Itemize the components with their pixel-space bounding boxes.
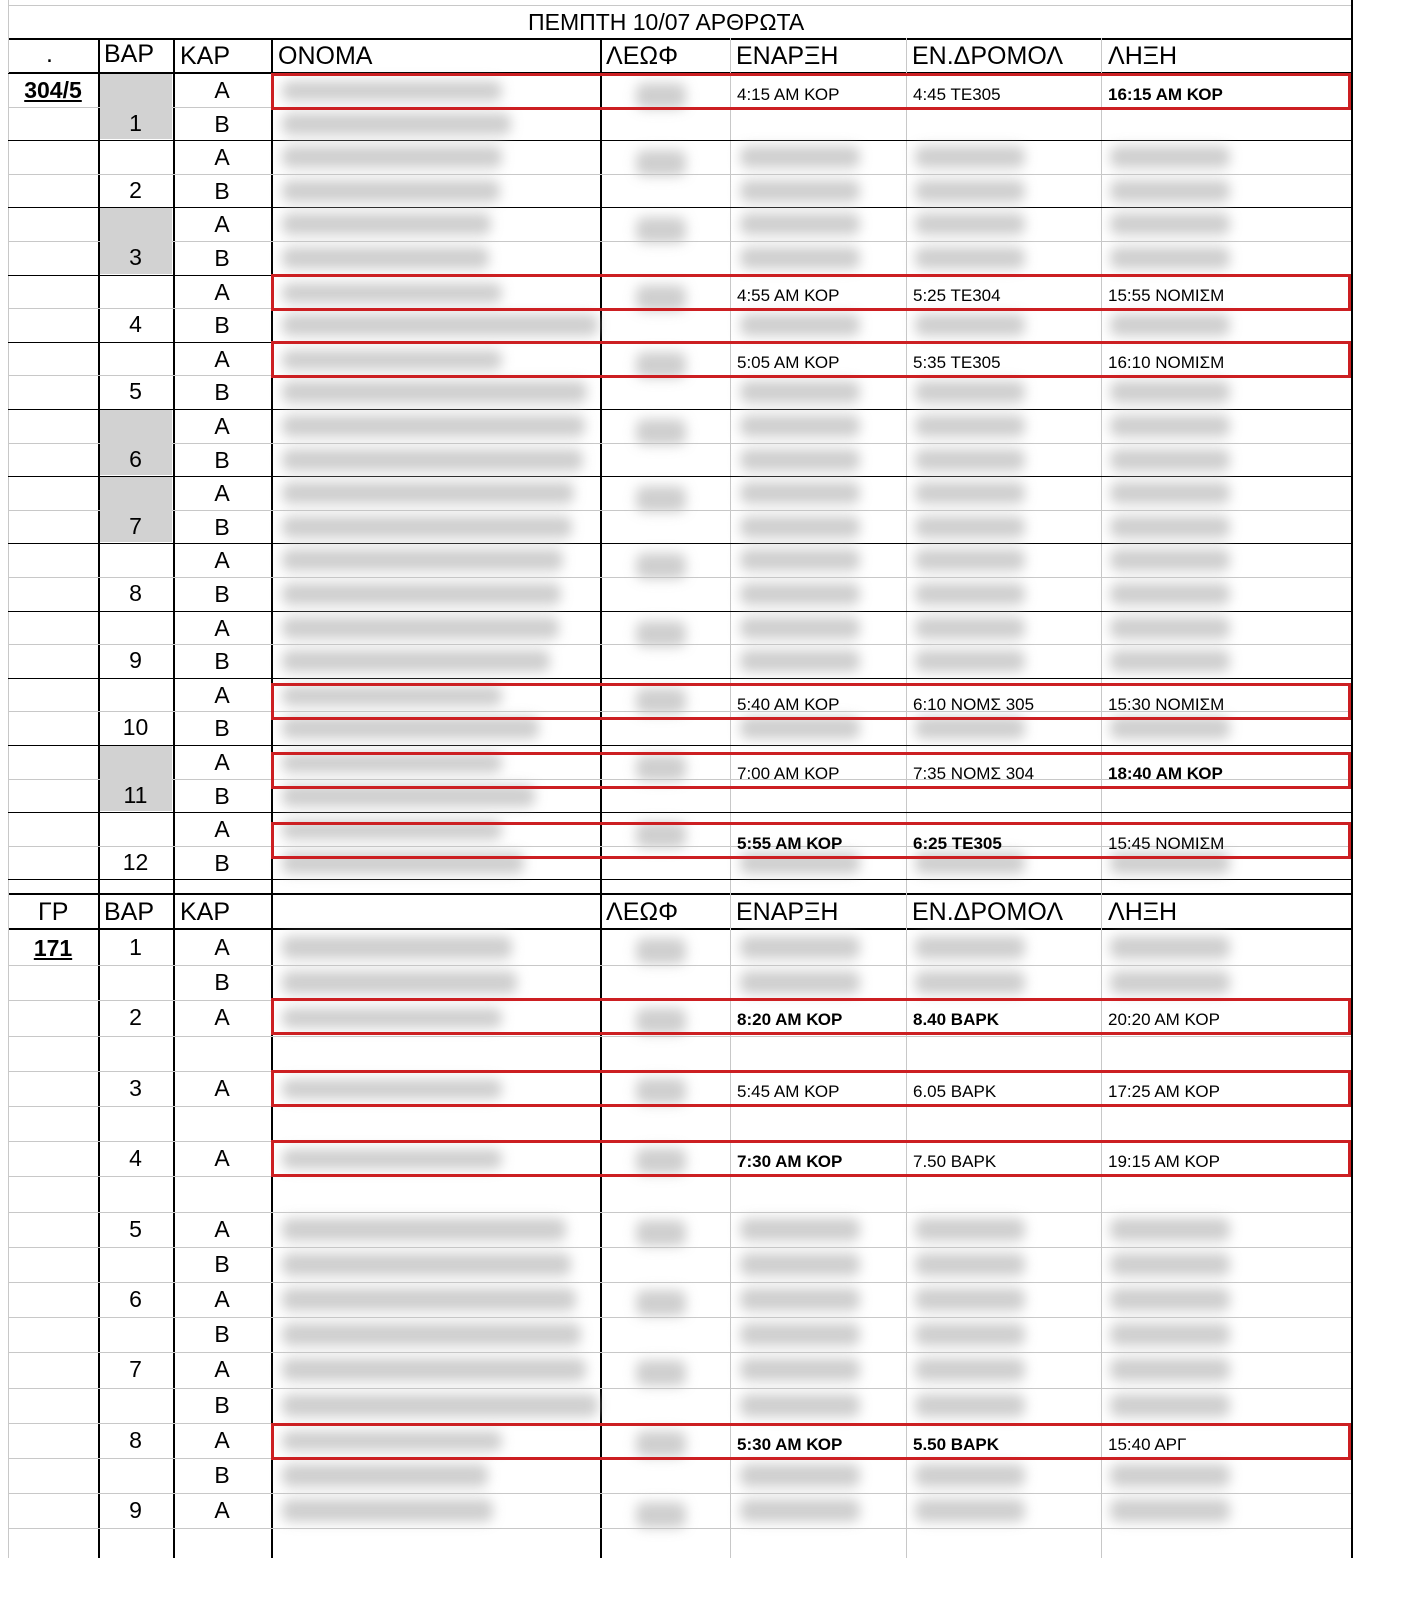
redacted-time bbox=[740, 617, 860, 639]
kar-label: Α bbox=[214, 144, 230, 171]
redacted-name bbox=[282, 549, 563, 571]
redacted-time bbox=[1110, 583, 1230, 605]
shift-number: 9 bbox=[129, 647, 142, 674]
redacted-time bbox=[740, 1499, 860, 1522]
header2-start: ΕΝΑΡΞΗ bbox=[736, 898, 839, 926]
header-group-col: . bbox=[46, 40, 53, 68]
time-cell-route: 4:45 ΤΕ305 bbox=[913, 85, 1001, 104]
time-cell-route: 5:25 ΤΕ304 bbox=[913, 286, 1001, 305]
kar-label: Α bbox=[214, 749, 230, 775]
redacted-name bbox=[282, 247, 489, 269]
redacted-time bbox=[915, 549, 1025, 571]
redacted-bus bbox=[636, 486, 686, 512]
redacted-time bbox=[1110, 717, 1230, 739]
h-gridline bbox=[8, 5, 1351, 6]
kar-label: Α bbox=[214, 211, 230, 238]
time-cell-route: 5:35 ΤΕ305 bbox=[913, 353, 1001, 372]
h-gridline bbox=[8, 879, 1351, 880]
redacted-time bbox=[1110, 1394, 1230, 1417]
redacted-time bbox=[915, 1253, 1025, 1276]
v-gridline bbox=[1351, 0, 1353, 1558]
redacted-name bbox=[282, 146, 502, 168]
redacted-bus bbox=[636, 1360, 686, 1386]
time-cell-start: 8:20 ΑΜ ΚΟΡ bbox=[737, 1010, 843, 1029]
shift-number: 9 bbox=[129, 1497, 142, 1524]
kar-label: Α bbox=[214, 77, 230, 103]
kar-label: Α bbox=[214, 1004, 230, 1031]
redacted-time bbox=[1110, 213, 1230, 235]
redacted-name bbox=[282, 180, 500, 202]
kar-label: Β bbox=[214, 379, 230, 406]
redacted-time bbox=[1110, 1288, 1230, 1311]
time-cell-end: 16:10 ΝΟΜΙΣΜ bbox=[1108, 353, 1225, 372]
kar-label: Β bbox=[214, 1250, 230, 1277]
redacted-bus bbox=[636, 1502, 686, 1528]
time-cell-end: 15:40 ΑΡΓ bbox=[1108, 1435, 1187, 1454]
redacted-name bbox=[282, 971, 517, 994]
redacted-name bbox=[282, 113, 511, 135]
redacted-time bbox=[1110, 415, 1230, 437]
redacted-name bbox=[282, 1218, 566, 1241]
redacted-time bbox=[740, 146, 860, 168]
redacted-time bbox=[915, 146, 1025, 168]
time-cell-route: 6:10 ΝΟΜΣ 305 bbox=[913, 695, 1035, 714]
redacted-name bbox=[282, 583, 561, 605]
redacted-name bbox=[282, 213, 491, 235]
h-gridline bbox=[8, 38, 1351, 40]
kar-label: Β bbox=[214, 1391, 230, 1418]
header-name: ΟΝΟΜΑ bbox=[278, 42, 373, 70]
time-cell-route: 8.40 ΒΑΡΚ bbox=[913, 1010, 999, 1029]
redacted-time bbox=[740, 516, 860, 538]
shift-number: 2 bbox=[129, 1004, 142, 1031]
v-gridline bbox=[271, 38, 273, 1558]
redacted-time bbox=[1110, 1499, 1230, 1522]
redacted-time bbox=[1110, 1218, 1230, 1241]
kar-label: Α bbox=[214, 1074, 230, 1101]
time-cell-start: 4:55 ΑΜ ΚΟΡ bbox=[737, 286, 840, 305]
redacted-time bbox=[915, 1358, 1025, 1381]
shift-number: 8 bbox=[129, 580, 142, 606]
redacted-time bbox=[740, 415, 860, 437]
redacted-time bbox=[740, 1358, 860, 1381]
kar-label: Β bbox=[214, 648, 230, 675]
h-gridline bbox=[8, 1036, 1351, 1037]
kar-label: Β bbox=[214, 312, 230, 339]
redacted-time bbox=[915, 1499, 1025, 1522]
h-gridline bbox=[8, 678, 1351, 679]
redacted-bus bbox=[636, 150, 686, 176]
kar-label: Β bbox=[214, 782, 230, 809]
redacted-time bbox=[915, 449, 1025, 471]
redacted-time bbox=[740, 583, 860, 605]
kar-label: Β bbox=[214, 849, 230, 876]
kar-label: Α bbox=[214, 1426, 230, 1453]
redacted-name bbox=[282, 449, 583, 471]
group-label-171: 171 bbox=[33, 935, 73, 961]
header2-var: ΒΑΡ bbox=[104, 898, 155, 926]
redacted-name bbox=[282, 1464, 488, 1487]
kar-label: Β bbox=[214, 581, 230, 607]
redacted-time bbox=[740, 971, 860, 994]
redacted-time bbox=[740, 449, 860, 471]
kar-label: Α bbox=[214, 547, 230, 574]
redacted-time bbox=[1110, 482, 1230, 504]
redacted-time bbox=[915, 1323, 1025, 1346]
time-cell-start: 7:00 ΑΜ ΚΟΡ bbox=[737, 764, 840, 783]
h-gridline bbox=[8, 611, 1351, 612]
redacted-time bbox=[915, 381, 1025, 403]
redacted-time bbox=[915, 180, 1025, 202]
kar-label: Β bbox=[214, 1321, 230, 1348]
v-gridline bbox=[600, 38, 602, 1558]
redacted-time bbox=[740, 213, 860, 235]
redacted-time bbox=[915, 1464, 1025, 1487]
redacted-time bbox=[1110, 381, 1230, 403]
h-gridline bbox=[8, 1282, 1351, 1283]
redacted-time bbox=[740, 650, 860, 672]
h-gridline bbox=[8, 1317, 1351, 1318]
time-cell-start: 7:30 ΑΜ ΚΟΡ bbox=[737, 1152, 843, 1171]
v-gridline bbox=[1101, 38, 1102, 1558]
kar-label: Β bbox=[214, 1462, 230, 1488]
redacted-time bbox=[1110, 1253, 1230, 1276]
kar-label: Β bbox=[214, 110, 230, 137]
kar-label: Β bbox=[214, 446, 230, 473]
redacted-name bbox=[282, 516, 572, 538]
time-cell-start: 5:05 ΑΜ ΚΟΡ bbox=[737, 353, 840, 372]
h-gridline bbox=[8, 928, 1351, 930]
time-cell-start: 4:15 ΑΜ ΚΟΡ bbox=[737, 85, 840, 104]
redacted-bus bbox=[636, 938, 686, 964]
time-cell-end: 16:15 ΑΜ ΚΟΡ bbox=[1108, 85, 1223, 104]
redacted-time bbox=[740, 482, 860, 504]
time-cell-end: 19:15 ΑΜ ΚΟΡ bbox=[1108, 1152, 1220, 1171]
v-gridline bbox=[730, 38, 731, 1558]
time-cell-end: 17:25 ΑΜ ΚΟΡ bbox=[1108, 1082, 1220, 1101]
redacted-bus bbox=[636, 553, 686, 579]
redacted-time bbox=[1110, 1464, 1230, 1487]
redacted-time bbox=[1110, 516, 1230, 538]
redacted-time bbox=[915, 936, 1025, 959]
redacted-time bbox=[740, 314, 860, 336]
group-label-304: 304/5 bbox=[24, 77, 82, 103]
shift-number: 7 bbox=[129, 1356, 142, 1383]
redacted-name bbox=[282, 717, 539, 739]
redacted-name bbox=[282, 415, 585, 437]
redacted-name bbox=[282, 381, 587, 403]
redacted-time bbox=[1110, 314, 1230, 336]
kar-label: Α bbox=[214, 1497, 230, 1524]
redacted-time bbox=[1110, 449, 1230, 471]
header2-end: ΛΗΞΗ bbox=[1108, 898, 1178, 926]
kar-label: Α bbox=[214, 1356, 230, 1383]
redacted-bus bbox=[636, 419, 686, 445]
redacted-time bbox=[1110, 650, 1230, 672]
shift-number: 11 bbox=[123, 781, 148, 808]
h-gridline bbox=[8, 1352, 1351, 1353]
header-start: ΕΝΑΡΞΗ bbox=[736, 42, 839, 70]
header2-group: ΓΡ bbox=[38, 898, 69, 926]
shift-number: 3 bbox=[129, 1074, 142, 1101]
h-gridline bbox=[8, 476, 1351, 477]
kar-label: Α bbox=[214, 345, 230, 372]
shift-number: 4 bbox=[129, 1145, 142, 1172]
kar-label: Α bbox=[214, 1215, 230, 1242]
redacted-time bbox=[915, 650, 1025, 672]
header-route: ΕΝ.ΔΡΟΜΟΛ bbox=[912, 42, 1064, 70]
time-cell-route: 7.50 ΒΑΡΚ bbox=[913, 1152, 997, 1171]
redacted-time bbox=[915, 617, 1025, 639]
redacted-time bbox=[915, 482, 1025, 504]
shift-number: 12 bbox=[122, 848, 149, 875]
kar-label: Α bbox=[214, 816, 230, 843]
time-cell-start: 5:55 ΑΜ ΚΟΡ bbox=[737, 834, 843, 853]
shift-number: 5 bbox=[129, 1215, 142, 1242]
redacted-bus bbox=[636, 1220, 686, 1246]
shift-number: 1 bbox=[129, 934, 142, 960]
h-gridline bbox=[8, 965, 1351, 966]
time-cell-route: 5.50 ΒΑΡΚ bbox=[913, 1435, 999, 1454]
redacted-time bbox=[915, 213, 1025, 235]
redacted-time bbox=[915, 717, 1025, 739]
header-kar: ΚΑΡ bbox=[180, 42, 231, 70]
kar-label: Β bbox=[214, 715, 230, 742]
redacted-time bbox=[1110, 180, 1230, 202]
h-gridline bbox=[8, 140, 1351, 141]
redacted-name bbox=[282, 314, 598, 336]
redacted-time bbox=[1110, 1358, 1230, 1381]
kar-label: Α bbox=[214, 1286, 230, 1312]
time-cell-start: 5:45 ΑΜ ΚΟΡ bbox=[737, 1082, 840, 1101]
redacted-time bbox=[740, 549, 860, 571]
redacted-time bbox=[915, 971, 1025, 994]
redacted-time bbox=[1110, 1323, 1230, 1346]
h-gridline bbox=[8, 1247, 1351, 1248]
time-cell-start: 5:40 ΑΜ ΚΟΡ bbox=[737, 695, 840, 714]
redacted-time bbox=[740, 717, 860, 739]
redacted-name bbox=[282, 1358, 586, 1381]
time-cell-end: 15:55 ΝΟΜΙΣΜ bbox=[1108, 286, 1225, 305]
kar-label: Α bbox=[214, 681, 230, 708]
redacted-time bbox=[1110, 549, 1230, 571]
sheet-title: ΠΕΜΠΤΗ 10/07 ΑΡΘΡΩΤΑ bbox=[528, 9, 805, 35]
redacted-name bbox=[282, 617, 559, 639]
shift-number: 5 bbox=[129, 378, 142, 405]
time-cell-route: 6.05 ΒΑΡΚ bbox=[913, 1082, 997, 1101]
kar-label: Α bbox=[214, 480, 230, 507]
redacted-time bbox=[915, 314, 1025, 336]
redacted-time bbox=[1110, 971, 1230, 994]
shift-number: 4 bbox=[129, 311, 142, 338]
kar-label: Α bbox=[214, 614, 230, 641]
h-gridline bbox=[8, 1212, 1351, 1213]
time-cell-route: 7:35 ΝΟΜΣ 304 bbox=[913, 764, 1035, 783]
header-var: ΒΑΡ bbox=[104, 40, 155, 68]
h-gridline bbox=[8, 409, 1351, 410]
kar-label: Β bbox=[214, 969, 230, 996]
redacted-time bbox=[915, 583, 1025, 605]
redacted-time bbox=[1110, 247, 1230, 269]
header-end: ΛΗΞΗ bbox=[1108, 42, 1178, 70]
redacted-name bbox=[282, 936, 512, 959]
redacted-time bbox=[740, 1394, 860, 1417]
v-gridline bbox=[906, 38, 907, 1558]
redacted-time bbox=[740, 247, 860, 269]
redacted-time bbox=[740, 1323, 860, 1346]
kar-label: Β bbox=[214, 245, 230, 271]
redacted-name bbox=[282, 482, 574, 504]
redacted-time bbox=[1110, 936, 1230, 959]
redacted-bus bbox=[636, 621, 686, 647]
h-gridline bbox=[8, 812, 1351, 813]
kar-label: Α bbox=[214, 413, 230, 439]
redacted-time bbox=[915, 1288, 1025, 1311]
shift-number: 6 bbox=[129, 445, 142, 472]
redacted-time bbox=[915, 1218, 1025, 1241]
header2-kar: ΚΑΡ bbox=[180, 898, 231, 926]
h-gridline bbox=[8, 1493, 1351, 1494]
h-gridline bbox=[8, 893, 1351, 895]
shift-number: 6 bbox=[129, 1286, 142, 1312]
kar-label: Β bbox=[214, 177, 230, 204]
redacted-time bbox=[740, 180, 860, 202]
time-cell-start: 5:30 ΑΜ ΚΟΡ bbox=[737, 1435, 843, 1454]
kar-label: Α bbox=[214, 1145, 230, 1172]
redacted-time bbox=[740, 1288, 860, 1311]
h-gridline bbox=[8, 745, 1351, 746]
kar-label: Β bbox=[214, 513, 230, 540]
redacted-time bbox=[915, 1394, 1025, 1417]
redacted-time bbox=[1110, 617, 1230, 639]
redacted-time bbox=[1110, 146, 1230, 168]
time-cell-route: 6:25 ΤΕ305 bbox=[913, 834, 1002, 853]
shift-number: 8 bbox=[129, 1426, 142, 1453]
redacted-time bbox=[740, 1253, 860, 1276]
redacted-time bbox=[740, 381, 860, 403]
redacted-name bbox=[282, 650, 550, 672]
redacted-name bbox=[282, 1253, 571, 1276]
h-gridline bbox=[8, 1528, 1351, 1529]
redacted-time bbox=[915, 415, 1025, 437]
shift-number: 7 bbox=[129, 512, 142, 539]
redacted-time bbox=[915, 247, 1025, 269]
time-cell-end: 18:40 ΑΜ ΚΟΡ bbox=[1108, 764, 1223, 783]
header2-route: ΕΝ.ΔΡΟΜΟΛ bbox=[912, 898, 1064, 926]
redacted-name bbox=[282, 1499, 493, 1522]
redacted-time bbox=[740, 1464, 860, 1487]
kar-label: Α bbox=[214, 934, 230, 960]
h-gridline bbox=[8, 207, 1351, 208]
shift-number: 3 bbox=[129, 244, 142, 270]
shift-number: 1 bbox=[129, 109, 142, 136]
redacted-time bbox=[740, 1218, 860, 1241]
time-cell-end: 20:20 ΑΜ ΚΟΡ bbox=[1108, 1010, 1220, 1029]
kar-label: Α bbox=[214, 278, 230, 305]
header-bus: ΛΕΩΦ bbox=[606, 42, 679, 70]
redacted-time bbox=[915, 516, 1025, 538]
redacted-name bbox=[282, 1288, 576, 1311]
redacted-name bbox=[282, 1394, 598, 1417]
time-cell-end: 15:45 ΝΟΜΙΣΜ bbox=[1108, 834, 1225, 853]
redacted-time bbox=[740, 936, 860, 959]
h-gridline bbox=[8, 1388, 1351, 1389]
redacted-bus bbox=[636, 1290, 686, 1316]
shift-number: 2 bbox=[129, 176, 142, 203]
time-cell-end: 15:30 ΝΟΜΙΣΜ bbox=[1108, 695, 1225, 714]
shift-number: 10 bbox=[122, 714, 149, 741]
redacted-bus bbox=[636, 217, 686, 243]
h-gridline bbox=[8, 543, 1351, 544]
header2-bus: ΛΕΩΦ bbox=[606, 898, 679, 926]
redacted-name bbox=[282, 1323, 581, 1346]
